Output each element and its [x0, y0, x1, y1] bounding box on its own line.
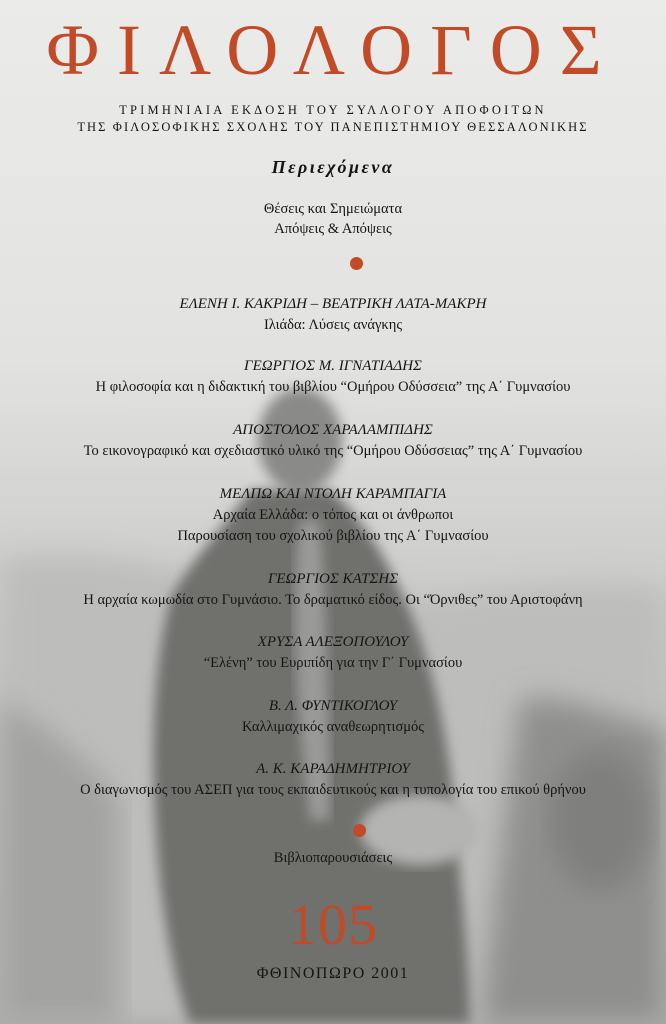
section-book-reviews: Βιβλιοπαρουσιάσεις — [273, 850, 393, 866]
article-7-title: Καλλιμαχικός αναθεωρητισμός — [241, 719, 425, 735]
article-2-title: Η φιλοσοφία και η διδακτική του βιβλίου “Ομήρου Οδύσσεια” της Α΄ Γυμνασίου — [95, 379, 571, 395]
article-4-subtitle: Παρουσίαση του σχολικού βιβλίου της Α΄ Γυμνασίου — [177, 528, 489, 544]
contents-heading: Περιεχόμενα — [271, 157, 395, 177]
subtitle-line-2: ΤΗΣ ΦΙΛΟΣΟΦΙΚΗΣ ΣΧΟΛΗΣ ΤΟΥ ΠΑΝΕΠΙΣΤΗΜΙΟΥ ΘΕΣΣΑΛΟΝΙΚΗΣ — [77, 120, 589, 134]
article-5-title: Η αρχαία κωμωδία στο Γυμνάσιο. Το δραματικό είδος. Οι “Όρνιθες” του Αριστοφάνη — [83, 592, 583, 608]
magazine-title: ΦΙΛΟΛΟΓΟΣ — [46, 10, 620, 90]
issue-number: 105 — [288, 892, 378, 957]
issue-season: ΦΘΙΝΟΠΩΡΟ 2001 — [256, 965, 410, 982]
article-8-author: Α. Κ. ΚΑΡΑΔΗΜΗΤΡΙΟΥ — [256, 761, 410, 777]
bullet-dot-2 — [353, 824, 366, 837]
article-3-title: Το εικονογραφικό και σχεδιαστικό υλικό της “Ομήρου Οδύσσειας” της Α΄ Γυμνασίου — [83, 443, 583, 459]
article-5-author: ΓΕΩΡΓΙΟΣ ΚΑΤΣΗΣ — [267, 571, 399, 587]
article-4-title: Αρχαία Ελλάδα: ο τόπος και οι άνθρωποι — [212, 507, 454, 523]
article-3-author: ΑΠΟΣΤΟΛΟΣ ΧΑΡΑΛΑΜΠΙΔΗΣ — [233, 422, 433, 438]
section-theses: Θέσεις και Σημειώματα — [263, 201, 403, 217]
article-1-title: Ιλιάδα: Λύσεις ανάγκης — [263, 317, 403, 333]
subtitle-line-1: ΤΡΙΜΗΝΙΑΙΑ ΕΚΔΟΣΗ ΤΟΥ ΣΥΛΛΟΓΟΥ ΑΠΟΦΟΙΤΩΝ — [119, 103, 547, 117]
article-6-author: ΧΡΥΣΑ ΑΛΕΞΟΠΟΥΛΟΥ — [257, 634, 409, 650]
article-6-title: “Ελένη” του Ευριπίδη για την Γ΄ Γυμνασίου — [203, 655, 463, 671]
section-opinions: Απόψεις & Απόψεις — [274, 221, 392, 237]
bullet-dot-1 — [350, 257, 363, 270]
article-8-title: Ο διαγωνισμός του ΑΣΕΠ για τους εκπαιδευτικούς και η τυπολογία του επικού θρήνου — [80, 782, 586, 798]
article-4-author: ΜΕΛΠΩ ΚΑΙ ΝΤΟΛΗ ΚΑΡΑΜΠΑΓΙΑ — [219, 486, 447, 502]
article-2-author: ΓΕΩΡΓΙΟΣ Μ. ΙΓΝΑΤΙΑΔΗΣ — [244, 358, 422, 374]
article-1-author: ΕΛΕΝΗ Ι. ΚΑΚΡΙΔΗ – ΒΕΑΤΡΙΚΗ ΛΑΤΑ-ΜΑΚΡΗ — [179, 296, 487, 312]
article-7-author: Β. Λ. ΦΥΝΤΙΚΟΓΛΟΥ — [268, 698, 398, 714]
